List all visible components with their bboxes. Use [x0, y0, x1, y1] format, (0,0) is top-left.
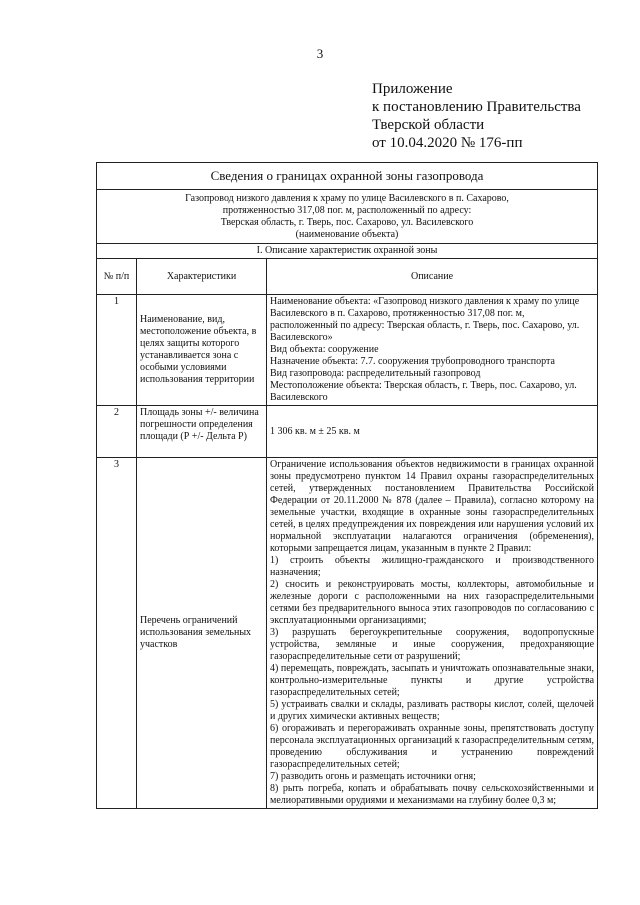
description-paragraph: 2) сносить и реконструировать мосты, коллекторы, автомобильные и железные дороги с расположенными на них газораспределительными сетями без предварительного выноса этих газопроводов по согласованию с эксплуатационными организациями;	[270, 579, 595, 626]
appendix-block	[372, 80, 581, 152]
appendix-line-3: Тверской области	[372, 117, 485, 133]
header-characteristics: Характеристики	[137, 259, 267, 295]
object-description	[97, 190, 598, 244]
description-paragraph: 5) устраивать свалки и склады, разливать растворы кислот, солей, щелочей и других химически активных веществ;	[270, 699, 595, 722]
header-num: № п/п	[97, 259, 137, 295]
table-row	[97, 295, 598, 406]
row-num: 1	[97, 295, 137, 406]
header-description: Описание	[267, 259, 598, 295]
table-row	[97, 406, 598, 458]
appendix-line-4: от 10.04.2020 № 176-пп	[372, 135, 523, 151]
description-paragraph: Ограничение использования объектов недвижимости в границах охранной зоны предусмотрено пунктом 14 Правил охраны газораспределительных сетей, утвержденных постановлением Правительства Российской Федерации от 20.11.2000 № 878 (далее – Правила), согласно которому на земельные участки, входящие в охранные зоны газораспределительных сетей, в целях предупреждения их повреждения или нарушения условий их нормальной эксплуатации налагаются ограничения (обременения), которыми запрещается лицам, указанным в пункте 2 Правил:	[270, 459, 595, 554]
protection-zone-table	[96, 162, 598, 809]
row-characteristic	[137, 458, 267, 809]
description-paragraph: Наименование объекта: «Газопровод низкого давления к храму по улице Василевского в п. Сахарово, протяженностью 317,08 пог. м, расположенный по адресу: Тверская область, г. Тверь, пос. Сахарово, ул. Василевского»	[270, 296, 580, 343]
appendix-line-1: Приложение	[372, 81, 453, 97]
object-line: Газопровод низкого давления к храму по улице Василевского в п. Сахарово,	[185, 193, 509, 204]
characteristic-text: Перечень ограничений использования земельных участков	[140, 615, 252, 650]
description-paragraph: 3) разрушать берегоукрепительные сооружения, водопропускные устройства, земляные и иные сооружения, предохраняющие газораспределительные сети от разрушений;	[270, 627, 595, 662]
table-row	[97, 458, 598, 809]
description-paragraph: 6) огораживать и перегораживать охранные зоны, препятствовать доступу персонала эксплуатационных организаций к газораспределительным сетям, проведению обслуживания и устранению повреждений газораспределительных сетей;	[270, 723, 595, 770]
object-line: Тверская область, г. Тверь, пос. Сахарово, ул. Василевского	[220, 217, 474, 228]
description-paragraph: Местоположение объекта: Тверская область, г. Тверь, пос. Сахарово, ул. Василевского	[270, 380, 577, 403]
table-title-row	[97, 163, 598, 190]
row-description	[267, 406, 598, 458]
row-num: 2	[97, 406, 137, 458]
description-paragraph: 4) перемещать, повреждать, засыпать и уничтожать опознавательные знаки, контрольно-измерительные пункты и другие устройства газораспределительных сетей;	[270, 663, 595, 698]
page-number: 3	[316, 46, 324, 61]
section-title: I. Описание характеристик охранной зоны	[97, 244, 598, 259]
table-title: Сведения о границах охранной зоны газопровода	[97, 163, 598, 190]
object-caption: (наименование объекта)	[295, 229, 399, 240]
description-paragraph: 1 306 кв. м ± 25 кв. м	[270, 425, 360, 437]
characteristic-text: Наименование, вид, местоположение объекта, в целях защиты которого устанавливается зона с особыми условиями использования территории	[140, 314, 257, 385]
characteristic-text: Площадь зоны +/- величина погрешности определения площади (Р +/- Дельта Р)	[140, 407, 259, 442]
row-num: 3	[97, 458, 137, 809]
description-paragraph: 7) разводить огонь и размещать источники огня;	[270, 771, 476, 782]
row-description	[267, 295, 598, 406]
header-row	[97, 259, 598, 295]
description-paragraph: 1) строить объекты жилищно-гражданского и производственного назначения;	[270, 555, 595, 578]
row-characteristic	[137, 406, 267, 458]
object-row	[97, 190, 598, 244]
description-paragraph: Вид объекта: сооружение	[270, 344, 379, 355]
appendix-line-2: к постановлению Правительства	[372, 99, 581, 115]
section-row	[97, 244, 598, 259]
row-description	[267, 458, 598, 809]
row-characteristic	[137, 295, 267, 406]
object-line: протяженностью 317,08 пог. м, расположенный по адресу:	[222, 205, 472, 216]
description-paragraph: Назначение объекта: 7.7. сооружения трубопроводного транспорта	[270, 356, 555, 367]
description-paragraph: Вид газопровода: распределительный газопровод	[270, 368, 481, 379]
description-paragraph: 8) рыть погреба, копать и обрабатывать почву сельскохозяйственными и мелиоративными орудиями и механизмами на глубину более 0,3 м;	[270, 783, 595, 806]
